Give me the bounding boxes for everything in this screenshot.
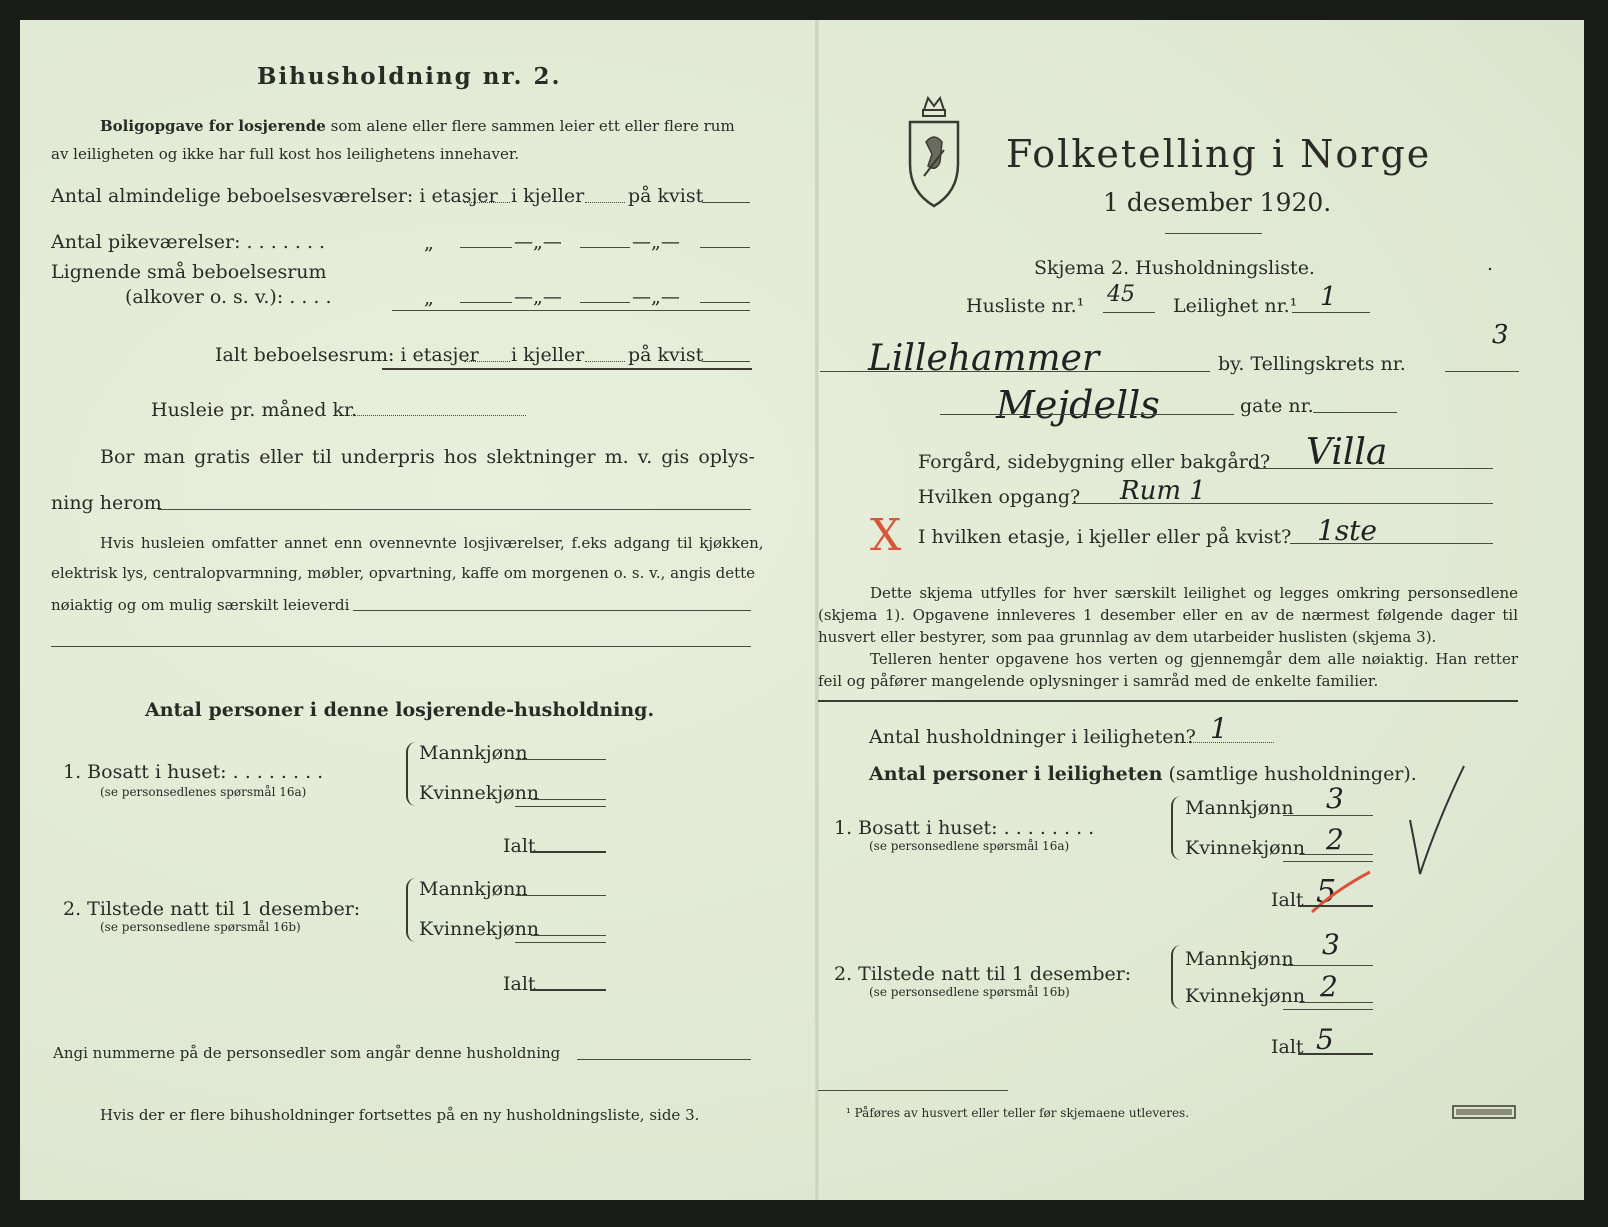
left-q2-brace bbox=[406, 878, 416, 942]
left-q2-ialt-label: Ialt bbox=[503, 973, 536, 995]
gate-nr-field[interactable] bbox=[1313, 412, 1397, 413]
opgang-value: Rum 1 bbox=[1120, 476, 1206, 506]
red-pencil-mark: X bbox=[870, 510, 902, 561]
rooms-etasjer-field[interactable] bbox=[464, 202, 510, 203]
ialt-kvist-label: på kvist bbox=[628, 344, 704, 366]
hvis-line-2: elektrisk lys, centralopvarmning, møbler, opvartning, kaffe om morgenen o. s. v., angis dette bbox=[51, 564, 756, 582]
right-q2-ialt-label: Ialt bbox=[1271, 1036, 1304, 1058]
left-q2-mann-label: Mannkjønn bbox=[419, 878, 528, 900]
left-q2-mann-field[interactable] bbox=[515, 895, 606, 896]
ialt-rooms-label: Ialt beboelsesrum: i etasjer bbox=[215, 344, 479, 366]
left-q1-kvinne-label: Kvinnekjønn bbox=[419, 782, 540, 804]
left-q1-mann-label: Mannkjønn bbox=[419, 742, 528, 764]
right-q2-mann-field[interactable] bbox=[1283, 965, 1373, 966]
lignende-sum-rule bbox=[392, 310, 750, 311]
bor-label-1: Bor man gratis eller til underpris hos slektninger m. v. gis oplys- bbox=[100, 446, 755, 468]
lignende-ditto-2: —„— bbox=[514, 286, 562, 308]
left-q1-label: 1. Bosatt i huset: . . . . . . . . bbox=[63, 761, 324, 783]
footnote-rule bbox=[818, 1090, 1008, 1091]
right-title: Folketelling i Norge bbox=[1006, 132, 1432, 176]
pike-ditto-2: —„— bbox=[514, 231, 562, 253]
red-check-stroke-icon bbox=[1306, 868, 1378, 918]
left-q1-ialt-label: Ialt bbox=[503, 835, 536, 857]
right-q1-ialt-field[interactable] bbox=[1298, 905, 1373, 907]
right-q1-ialt-label: Ialt bbox=[1271, 889, 1304, 911]
lignende-etasjer-field[interactable] bbox=[460, 302, 512, 303]
section-divider bbox=[818, 700, 1518, 702]
forgard-label: Forgård, sidebygning eller bakgård? bbox=[918, 451, 1271, 473]
ialt-kvist-field[interactable] bbox=[702, 361, 750, 362]
forgard-field[interactable] bbox=[1253, 468, 1493, 469]
antal-hush-value: 1 bbox=[1210, 712, 1228, 745]
pike-kjeller-field[interactable] bbox=[580, 247, 630, 248]
rooms-label: Antal almindelige beboelsesværelser: i etasjer bbox=[51, 185, 498, 207]
lignende-kjeller-field[interactable] bbox=[580, 302, 630, 303]
right-q2-kvinne-field[interactable] bbox=[1299, 1002, 1373, 1003]
antal-hush-label: Antal husholdninger i leiligheten? bbox=[869, 726, 1196, 748]
leilighet-field[interactable] bbox=[1292, 312, 1370, 313]
right-q1-kvinne-field[interactable] bbox=[1299, 854, 1373, 855]
rooms-kjeller-field[interactable] bbox=[585, 202, 625, 203]
by-tellingskrets-label: by. Tellingskrets nr. bbox=[1218, 353, 1406, 375]
antal-pers-heading: Antal personer i leiligheten (samtlige husholdninger). bbox=[869, 763, 1417, 785]
right-q1-label: 1. Bosatt i huset: . . . . . . . . bbox=[834, 817, 1095, 839]
angi-field[interactable] bbox=[577, 1059, 751, 1060]
pike-label: Antal pikeværelser: . . . . . . . bbox=[51, 231, 326, 253]
right-q1-sum-rule bbox=[1283, 861, 1373, 862]
pike-etasjer-field[interactable] bbox=[460, 247, 512, 248]
left-footer: Hvis der er flere bihusholdninger fortsettes på en ny husholdningsliste, side 3. bbox=[100, 1106, 700, 1124]
schema-dot: . bbox=[1487, 253, 1494, 275]
forgard-value: Villa bbox=[1306, 432, 1388, 473]
rooms-kvist-field[interactable] bbox=[702, 202, 750, 203]
left-title: Bihusholdning nr. 2. bbox=[257, 63, 562, 90]
husleie-label: Husleie pr. måned kr. bbox=[151, 399, 358, 421]
lignende-label-1: Lignende små beboelsesrum bbox=[51, 261, 327, 283]
krets-value: 3 bbox=[1492, 320, 1509, 350]
bor-label-2: ning herom bbox=[51, 492, 162, 514]
etasje-value: 1ste bbox=[1317, 514, 1378, 547]
left-q1-mann-field[interactable] bbox=[515, 759, 606, 760]
left-q2-sum-rule bbox=[515, 942, 606, 943]
rooms-kvist-label: på kvist bbox=[628, 185, 704, 207]
left-q1-ialt-field[interactable] bbox=[530, 851, 606, 853]
schema-label: Skjema 2. Husholdningsliste. bbox=[1034, 257, 1315, 279]
hvis-line-3: nøiaktig og om mulig særskilt leieverdi bbox=[51, 596, 350, 614]
right-q1-brace bbox=[1171, 796, 1181, 860]
instruction-note-1: Dette skjema utfylles for hver særskilt leilighet og legges omkring personsedlene (skjema 1). Opgavene innleveres 1 desember eller en av de nærmest følgende dager til husvert eller bestyrer, som paa grunnlag av dem utarbeider huslisten (skjema 3). bbox=[818, 584, 1518, 646]
lignende-label-2: (alkover o. s. v.): . . . . bbox=[125, 286, 332, 308]
printer-stamp-icon bbox=[1452, 1105, 1516, 1119]
city-value: Lillehammer bbox=[868, 338, 1100, 379]
ialt-etasjer-field[interactable] bbox=[464, 361, 510, 362]
pike-ditto-3: —„— bbox=[632, 231, 680, 253]
right-q2-brace bbox=[1171, 945, 1181, 1009]
pike-ditto-1: „ bbox=[424, 232, 434, 254]
leieverdi-field[interactable] bbox=[353, 610, 751, 611]
opgang-field[interactable] bbox=[1072, 503, 1493, 504]
right-q1-sub: (se personsedlene spørsmål 16a) bbox=[869, 839, 1070, 853]
bor-field[interactable] bbox=[158, 509, 751, 510]
left-q1-sub: (se personsedlenes spørsmål 16a) bbox=[100, 785, 307, 799]
left-q2-kvinne-label: Kvinnekjønn bbox=[419, 918, 540, 940]
norway-lion-shield-icon bbox=[906, 92, 962, 210]
footnote: ¹ Påføres av husvert eller teller før skjemaene utleveres. bbox=[846, 1106, 1190, 1120]
city-field[interactable] bbox=[820, 371, 1210, 372]
right-q1-kvinne-label: Kvinnekjønn bbox=[1185, 837, 1306, 859]
pencil-checkmark-icon bbox=[1402, 760, 1472, 880]
right-q2-sub: (se personsedlene spørsmål 16b) bbox=[869, 985, 1070, 999]
husliste-label: Husliste nr.¹ bbox=[966, 295, 1085, 317]
census-date: 1 desember 1920. bbox=[1103, 188, 1332, 217]
title-divider bbox=[1165, 233, 1262, 234]
left-q2-ialt-field[interactable] bbox=[530, 989, 606, 991]
lignende-kvist-field[interactable] bbox=[700, 302, 750, 303]
right-q1-mann-field[interactable] bbox=[1283, 815, 1373, 816]
intro-line-2: av leiligheten og ikke har full kost hos leilighetens innehaver. bbox=[51, 145, 520, 163]
instruction-note-2: Telleren henter opgavene hos verten og gjennemgår dem alle nøiaktig. Han retter feil og påfører mangelende oplysninger i samråd med de enkelte familier. bbox=[818, 650, 1518, 690]
ialt-rule bbox=[382, 368, 752, 370]
right-q2-ialt-value: 5 bbox=[1316, 1023, 1334, 1056]
etasje-label: I hvilken etasje, i kjeller eller på kvist? bbox=[918, 526, 1292, 548]
pike-kvist-field[interactable] bbox=[700, 247, 750, 248]
left-q2-sub: (se personsedlene spørsmål 16b) bbox=[100, 920, 301, 934]
antal-hush-field[interactable] bbox=[1180, 742, 1274, 743]
right-q2-mann-label: Mannkjønn bbox=[1185, 948, 1294, 970]
left-q2-label: 2. Tilstede natt til 1 desember: bbox=[63, 898, 361, 920]
husliste-value: 45 bbox=[1107, 282, 1135, 307]
left-q2-kvinne-field[interactable] bbox=[531, 935, 606, 936]
right-q2-ialt-field[interactable] bbox=[1298, 1053, 1373, 1055]
leilighet-value: 1 bbox=[1320, 282, 1337, 312]
opgang-label: Hvilken opgang? bbox=[918, 486, 1081, 508]
right-q2-mann-value: 3 bbox=[1322, 928, 1340, 961]
left-q1-brace bbox=[406, 742, 416, 806]
right-q1-kvinne-value: 2 bbox=[1326, 823, 1344, 856]
right-q1-ialt-value: 5 bbox=[1316, 872, 1337, 910]
intro-line-1: Boligopgave for losjerende som alene eller flere sammen leier ett eller flere rum bbox=[100, 117, 735, 135]
leieverdi-field-2[interactable] bbox=[51, 646, 751, 647]
street-field[interactable] bbox=[940, 414, 1234, 415]
census-form-sheet bbox=[20, 20, 1584, 1200]
angi-label: Angi nummerne på de personsedler som angår denne husholdning bbox=[53, 1044, 561, 1062]
husleie-field[interactable] bbox=[348, 415, 526, 416]
hvis-line-1: Hvis husleien omfatter annet enn ovennevnte losjiværelser, f.eks adgang til kjøkken, bbox=[100, 534, 764, 552]
leilighet-label: Leilighet nr.¹ bbox=[1173, 295, 1298, 317]
gate-label: gate nr. bbox=[1240, 395, 1314, 417]
rooms-kjeller-label: i kjeller bbox=[511, 185, 585, 207]
right-q2-kvinne-label: Kvinnekjønn bbox=[1185, 985, 1306, 1007]
ialt-kjeller-label: i kjeller bbox=[511, 344, 585, 366]
krets-field[interactable] bbox=[1445, 371, 1519, 372]
left-q1-kvinne-field[interactable] bbox=[531, 799, 606, 800]
left-q1-sum-rule bbox=[515, 806, 606, 807]
right-q2-sum-rule bbox=[1283, 1009, 1373, 1010]
persons-title: Antal personer i denne losjerende-husholdning. bbox=[145, 699, 655, 721]
husliste-field[interactable] bbox=[1103, 312, 1155, 313]
right-q2-label: 2. Tilstede natt til 1 desember: bbox=[834, 963, 1132, 985]
right-q1-mann-label: Mannkjønn bbox=[1185, 797, 1294, 819]
lignende-ditto-1: „ bbox=[424, 287, 434, 309]
etasje-field[interactable] bbox=[1290, 543, 1493, 544]
lignende-ditto-3: —„— bbox=[632, 286, 680, 308]
right-q2-kvinne-value: 2 bbox=[1320, 970, 1338, 1003]
right-q1-mann-value: 3 bbox=[1326, 782, 1344, 815]
ialt-kjeller-field[interactable] bbox=[585, 361, 625, 362]
street-value: Mejdells bbox=[996, 383, 1160, 427]
